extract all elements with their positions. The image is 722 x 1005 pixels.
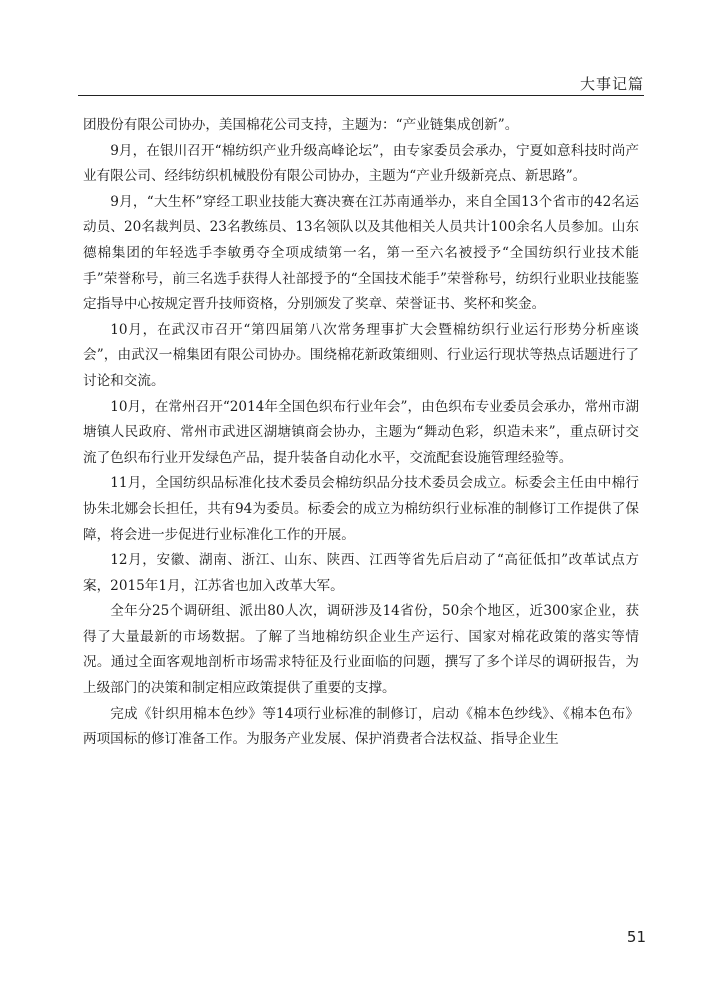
body-text — [83, 113, 639, 753]
header-divider — [78, 95, 644, 96]
paragraph-standards-work: 完成《针织用棉本色纱》等14项行业标准的制修订，启动《棉本色纱线》、《棉本色布》两项国标的修订准备工作。为服务产业发展、保护消费者合法权益、指导企业生 — [83, 705, 639, 748]
paragraph-sep-competition: 9月，“大生杯”穿经工职业技能大赛决赛在江苏南通举办，来自全国13个省市的42名运动员、20名裁判员、23名教练员、13名领队以及其他相关人员共计100余名人员参加。山东德棉集团的年轻选手李敏勇夺全项成绩第一名，第一至六名被授予“全国纺织行业技术能手”荣誉称号，前三名选手获得人社部授予的“全国技术能手”荣誉称号，纺织行业职业技能鉴定指导中心按规定晋升技师资格，分别颁发了奖章、荣誉证书、奖杯和奖金。 — [83, 193, 639, 313]
section-title: 大事记篇 — [579, 75, 644, 93]
paragraph-oct-wuhan: 10月，在武汉市召开“第四届第八次常务理事扩大会暨棉纺织行业运行形势分析座谈会”，由武汉一棉集团有限公司协办。围绕棉花新政策细则、行业运行现状等热点话题进行了讨论和交流。 — [83, 321, 639, 389]
page-number: 51 — [626, 928, 646, 946]
paragraph-research: 全年分25个调研组、派出80人次，调研涉及14省份，50余个地区，近300家企业，获得了大量最新的市场数据。了解了当地棉纺织企业生产运行、国家对棉花政策的落实等情况。通过全面客观地剖析市场需求特征及行业面临的问题，撰写了多个详尽的调研报告，为上级部门的决策和制定相应政策提供了重要的支撑。 — [83, 603, 639, 697]
paragraph-sep-forum: 9月，在银川召开“棉纺织产业升级高峰论坛”，由专家委员会承办，宁夏如意科技时尚产业有限公司、经纬纺织机械股份有限公司协办，主题为“产业升级新亮点、新思路”。 — [83, 142, 639, 185]
paragraph-continued: 团股份有限公司协办，美国棉花公司支持，主题为：“产业链集成创新”。 — [83, 117, 519, 133]
paragraph-nov-standards: 11月，全国纺织品标准化技术委员会棉纺织品分技术委员会成立。标委会主任由中棉行协朱北娜会长担任，共有94为委员。标委会的成立为棉纺织行业标准的制修订工作提供了保障，将会进一步促进行业标准化工作的开展。 — [83, 475, 639, 543]
paragraph-oct-changzhou: 10月，在常州召开“2014年全国色织布行业年会”，由色织布专业委员会承办，常州市湖塘镇人民政府、常州市武进区湖塘镇商会协办，主题为“舞动色彩，织造未来”，重点研讨交流了色织布行业开发绿色产品，提升装备自动化水平，交流配套设施管理经验等。 — [83, 398, 639, 466]
paragraph-dec-reform: 12月，安徽、湖南、浙江、山东、陕西、江西等省先后启动了“高征低扣”改革试点方案，2015年1月，江苏省也加入改革大军。 — [83, 552, 639, 594]
